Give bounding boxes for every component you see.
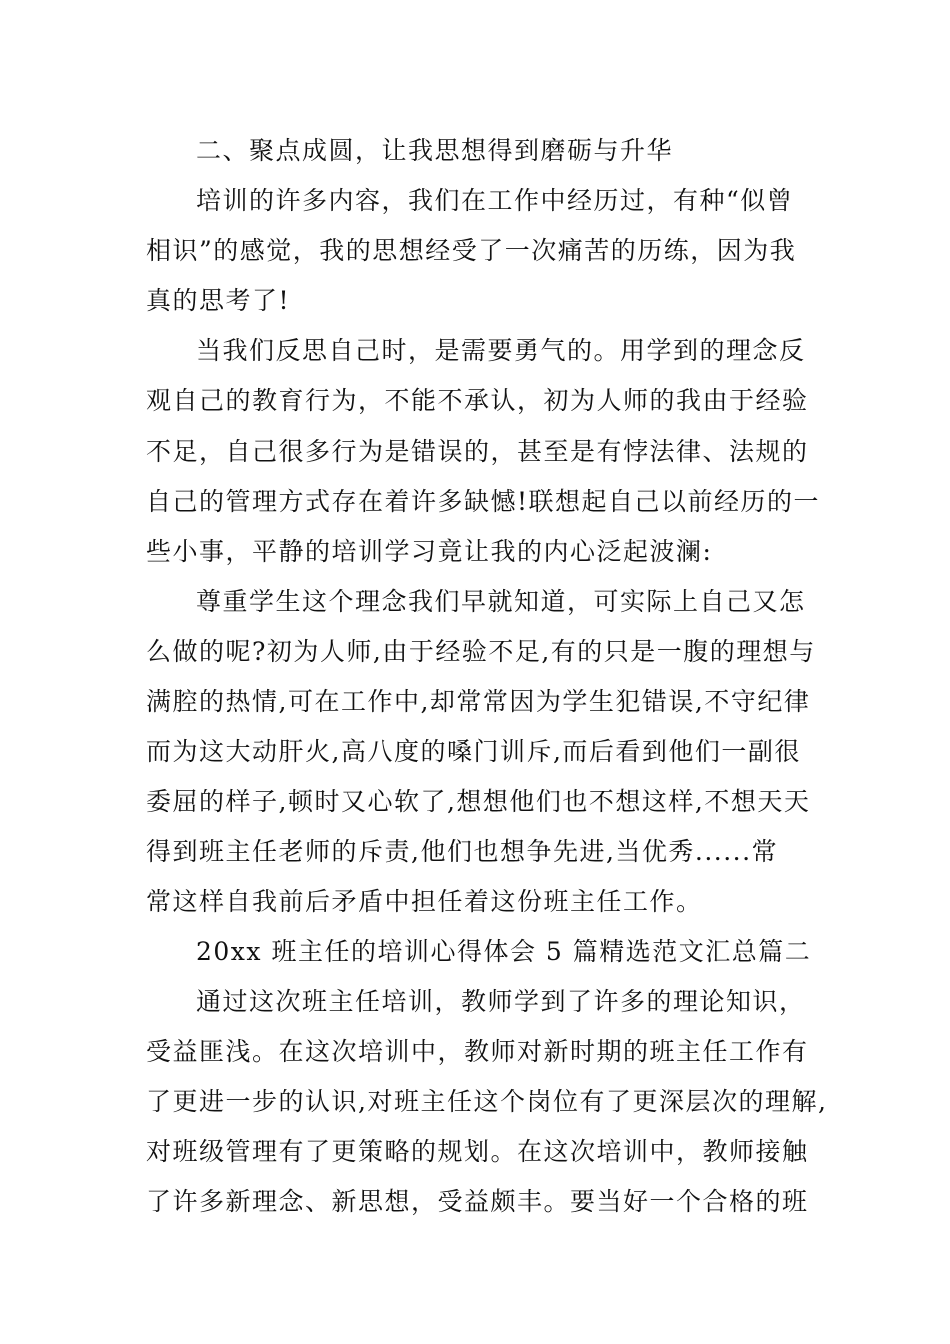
- paragraph-line: 真的思考了!: [146, 286, 291, 315]
- paragraph-line: 尊重学生这个理念我们早就知道，可实际上自己又怎: [196, 587, 806, 616]
- paragraph-line: 常这样自我前后矛盾中担任着这份班主任工作。: [146, 887, 703, 916]
- paragraph-line: 相识”的感觉，我的思想经受了一次痛苦的历练，因为我: [146, 236, 797, 265]
- paragraph-line: 观自己的教育行为，不能不承认，初为人师的我由于经验: [146, 386, 809, 415]
- paragraph-line: 培训的许多内容，我们在工作中经历过，有种“似曾: [196, 186, 794, 215]
- paragraph-line: 当我们反思自己时，是需要勇气的。用学到的理念反: [196, 336, 806, 365]
- article-subtitle: 20xx 班主任的培训心得体会 5 篇精选范文汇总篇二: [196, 937, 812, 966]
- paragraph-line: 通过这次班主任培训，教师学到了许多的理论知识，: [196, 987, 806, 1016]
- paragraph-line: 了更进一步的认识,对班主任这个岗位有了更深层次的理解,: [146, 1087, 828, 1116]
- paragraph-line: 不足，自己很多行为是错误的，甚至是有悖法律、法规的: [146, 437, 809, 466]
- paragraph-line: 么做的呢?初为人师,由于经验不足,有的只是一腹的理想与: [146, 637, 816, 666]
- paragraph-line: 满腔的热情,可在工作中,却常常因为学生犯错误,不守纪律: [146, 687, 811, 716]
- paragraph-line: 自己的管理方式存在着许多缺憾!联想起自己以前经历的一: [146, 487, 821, 516]
- paragraph-line: 些小事，平静的培训学习竟让我的内心泛起波澜:: [146, 537, 713, 566]
- paragraph-line: 得到班主任老师的斥责,他们也想争先进,当优秀......常: [146, 837, 779, 866]
- paragraph-line: 对班级管理有了更策略的规划。在这次培训中，教师接触: [146, 1137, 809, 1166]
- paragraph-line: 委屈的样子,顿时又心软了,想想他们也不想这样,不想天天: [146, 787, 811, 816]
- section-heading: 二、聚点成圆，让我思想得到磨砺与升华: [196, 136, 674, 165]
- paragraph-line: 而为这大动肝火,高八度的嗓门训斥,而后看到他们一副很: [146, 737, 801, 766]
- paragraph-line: 了许多新理念、新思想，受益颇丰。要当好一个合格的班: [146, 1187, 809, 1216]
- paragraph-line: 受益匪浅。在这次培训中，教师对新时期的班主任工作有: [146, 1037, 809, 1066]
